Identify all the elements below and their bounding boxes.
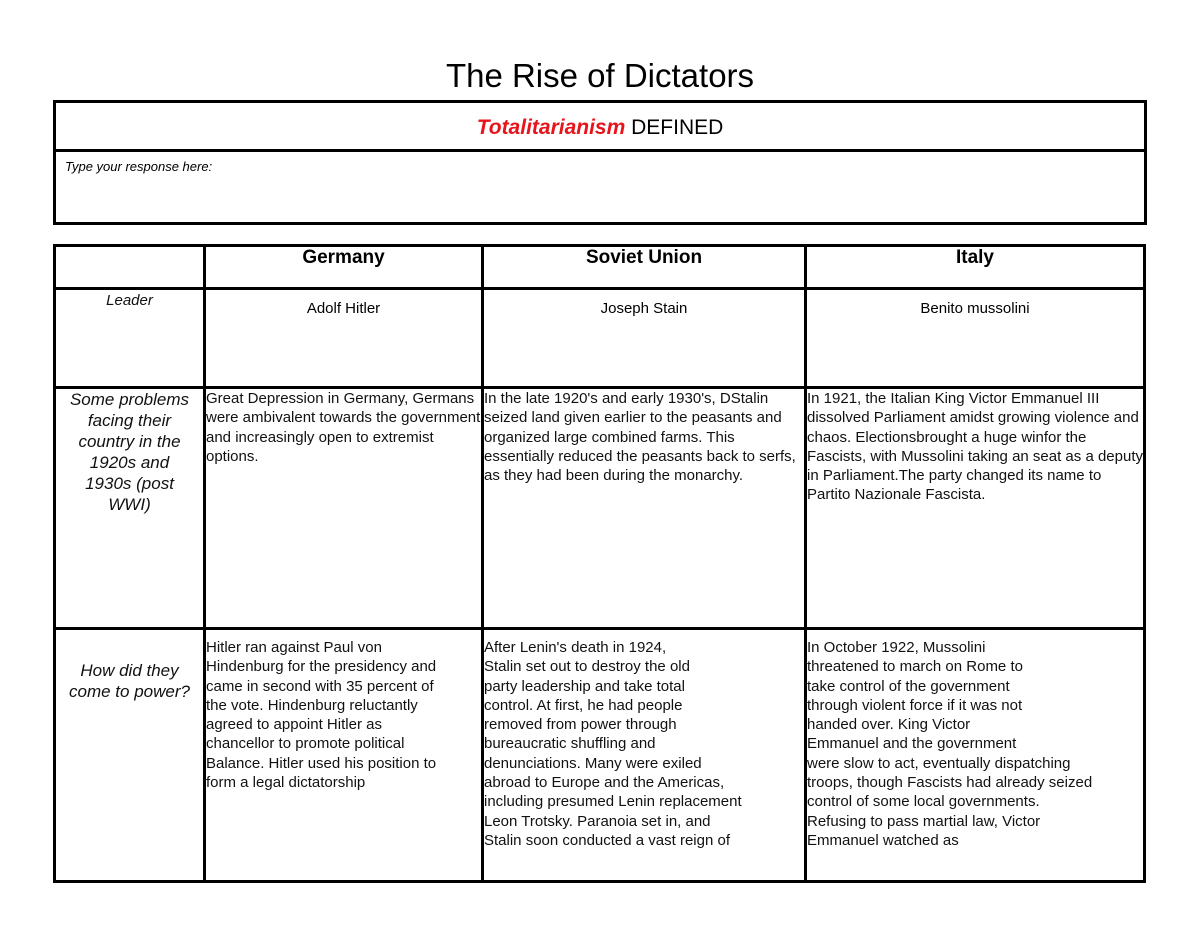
table-header-row	[55, 246, 1145, 289]
row-label-leader: Leader	[55, 289, 205, 388]
cell-leader-soviet-union[interactable]: Joseph Stain	[483, 289, 806, 388]
cell-power-germany[interactable]: Hitler ran against Paul von Hindenburg for the presidency and came in second with 35 percent of the vote. Hindenburg reluctantly agreed to appoint Hitler as chancellor to promote political Balance. Hitler used his position to form a legal dictatorship	[205, 629, 483, 882]
cell-leader-germany[interactable]: Adolf Hitler	[205, 289, 483, 388]
page-title: The Rise of Dictators	[445, 57, 755, 94]
cell-problems-germany[interactable]: Great Depression in Germany, Germans were ambivalent towards the government and increasingly open to extremist options.	[205, 388, 483, 629]
definition-heading	[56, 103, 1144, 152]
definition-response-field[interactable]: Type your response here:	[65, 159, 213, 174]
cell-power-soviet-union[interactable]: After Lenin's death in 1924, Stalin set out to destroy the old party leadership and take total control. At first, he had people removed from power through bureaucratic shuffling and denunciations. Many were exiled abroad to Europe and the Americas, including presumed Lenin replacement Leon Trotsky. Paranoia set in, and Stalin soon conducted a vast reign of	[483, 629, 806, 882]
column-header-soviet-union: Soviet Union	[483, 246, 806, 289]
cell-leader-italy[interactable]: Benito mussolini	[806, 289, 1145, 388]
corner-cell	[55, 246, 205, 289]
definition-term: Totalitarianism	[476, 116, 626, 139]
column-header-italy: Italy	[806, 246, 1145, 289]
definition-suffix: DEFINED	[625, 116, 724, 139]
row-label-problems: Some problems facing their country in the 1920s and 1930s (post WWI)	[55, 388, 205, 629]
table-row-power	[55, 629, 1145, 882]
table-row-leader	[55, 289, 1145, 388]
cell-problems-soviet-union[interactable]: In the late 1920's and early 1930's, DStalin seized land given earlier to the peasants and organized large combined farms. This essentially reduced the peasants back to serfs, as they had been during the monarchy.	[483, 388, 806, 629]
definition-box	[53, 100, 1147, 225]
column-header-germany: Germany	[205, 246, 483, 289]
cell-power-italy[interactable]: In October 1922, Mussolini threatened to march on Rome to take control of the government through violent force if it was not handed over. King Victor Emmanuel and the government were slow to act, eventually dispatching troops, though Fascists had already seized control of some local governments. Refusing to pass martial law, Victor Emmanuel watched as	[806, 629, 1145, 882]
table-row-problems	[55, 388, 1145, 629]
row-label-power: How did they come to power?	[55, 629, 205, 882]
comparison-table	[53, 244, 1146, 883]
cell-problems-italy[interactable]: In 1921, the Italian King Victor Emmanuel III dissolved Parliament amidst growing violence and chaos. Electionsbrought a huge winfor the Fascists, with Mussolini taking an seat as a deputy in Parliament.The party changed its name to Partito Nazionale Fascista.	[806, 388, 1145, 629]
